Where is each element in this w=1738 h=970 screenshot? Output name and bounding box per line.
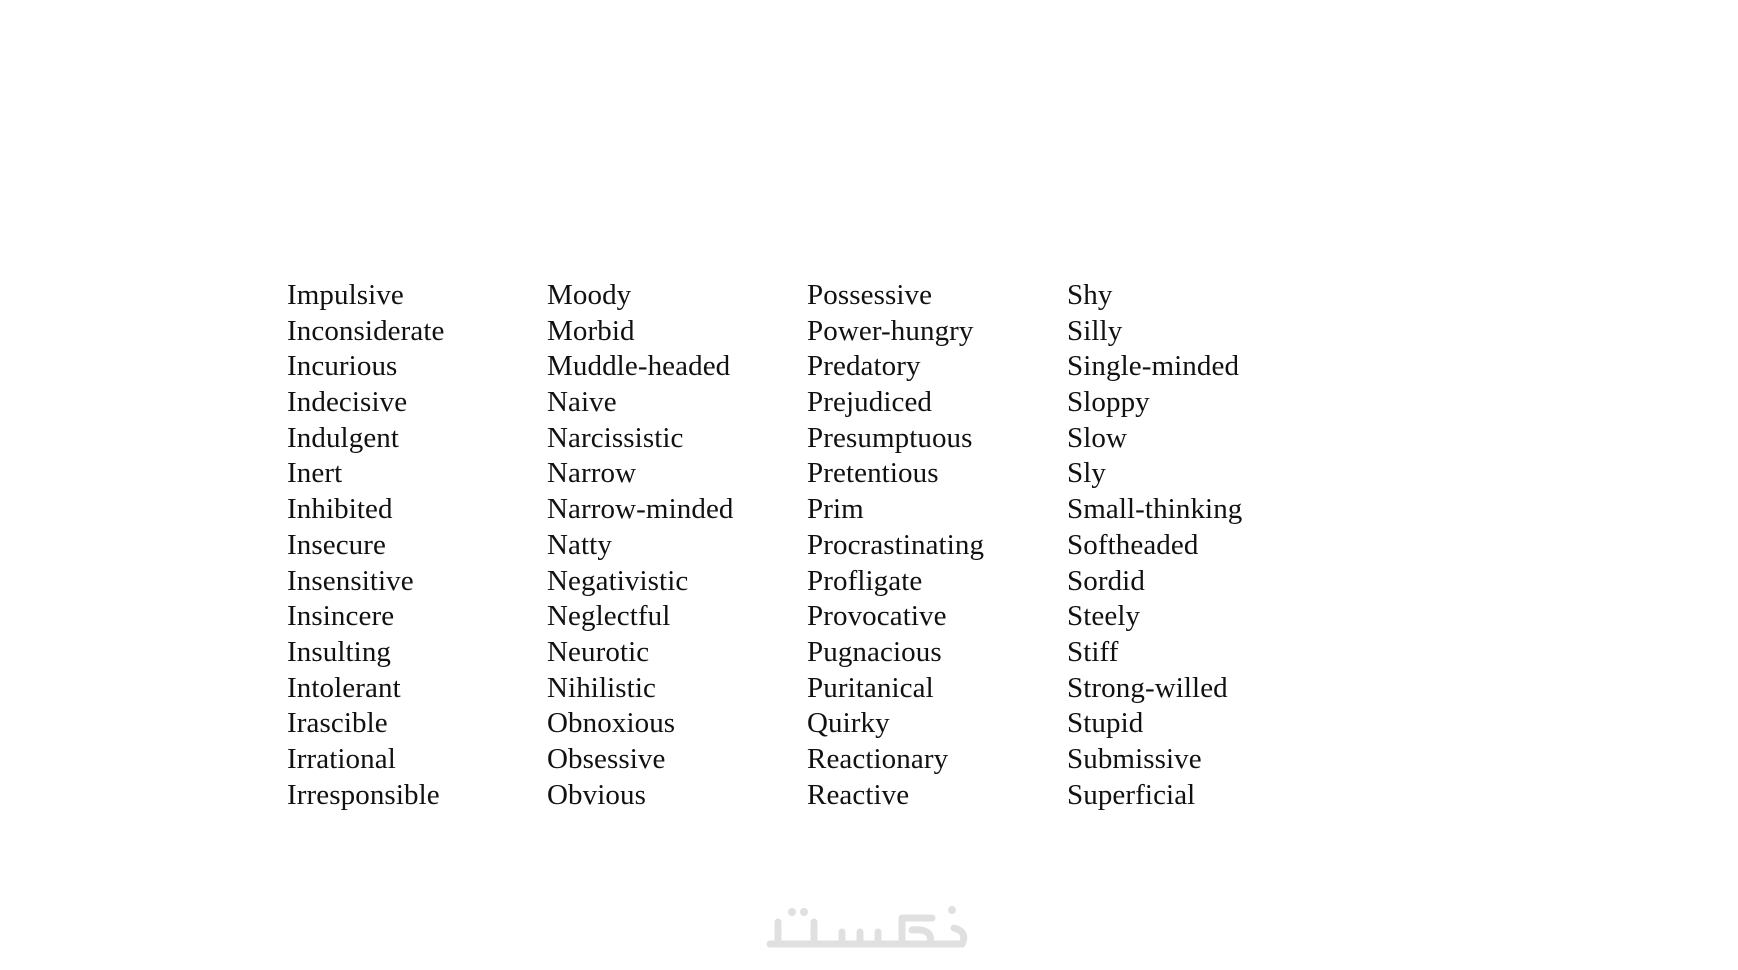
- word-item: Obnoxious: [547, 707, 676, 740]
- word-item: Slow: [1067, 421, 1128, 454]
- word-item: Pugnacious: [807, 635, 942, 668]
- word-item: Morbid: [547, 314, 635, 347]
- word-item: Provocative: [807, 600, 947, 633]
- word-item: Superficial: [1067, 778, 1196, 811]
- word-item: Sly: [1067, 457, 1106, 490]
- word-item: Procrastinating: [807, 528, 985, 561]
- word-item: Insecure: [287, 528, 387, 561]
- word-item: Intolerant: [287, 671, 401, 704]
- word-item: Single-minded: [1067, 350, 1240, 383]
- word-item: Strong-willed: [1067, 671, 1228, 704]
- word-item: Narcissistic: [547, 421, 684, 454]
- watermark-text: [762, 960, 763, 961]
- word-item: Insensitive: [287, 564, 414, 597]
- word-item: Indulgent: [287, 421, 400, 454]
- word-item: Inconsiderate: [287, 314, 445, 347]
- word-item: Inhibited: [287, 493, 393, 526]
- word-item: Natty: [547, 528, 612, 561]
- word-item: Presumptuous: [807, 421, 973, 454]
- word-item: Naive: [547, 386, 617, 419]
- word-item: Small-thinking: [1067, 493, 1243, 526]
- khamsat-watermark-logo: [762, 900, 978, 960]
- word-column-2: [547, 278, 807, 813]
- word-item: Power-hungry: [807, 314, 974, 347]
- word-item: Prim: [807, 493, 864, 526]
- word-item: Stiff: [1067, 635, 1119, 668]
- word-item: Sordid: [1067, 564, 1145, 597]
- word-column-4: [1067, 278, 1327, 813]
- word-item: Indecisive: [287, 386, 408, 419]
- word-item: Impulsive: [287, 279, 404, 311]
- word-item: Insincere: [287, 600, 395, 633]
- word-item: Irresponsible: [287, 778, 440, 811]
- word-item: Puritanical: [807, 671, 934, 704]
- word-item: Insulting: [287, 635, 392, 668]
- word-item: Softheaded: [1067, 528, 1199, 561]
- word-item: Pretentious: [807, 457, 939, 490]
- word-item: Nihilistic: [547, 671, 656, 704]
- word-item: Prejudiced: [807, 386, 933, 419]
- word-list-table: [287, 278, 1327, 813]
- word-item: Narrow: [547, 457, 637, 490]
- word-column-3: [807, 278, 1067, 813]
- word-item: Steely: [1067, 600, 1141, 633]
- word-item: Neglectful: [547, 600, 671, 633]
- word-item: Stupid: [1067, 707, 1144, 740]
- word-item: Moody: [547, 279, 632, 311]
- word-item: Shy: [1067, 279, 1113, 311]
- word-item: Profligate: [807, 564, 923, 597]
- word-item: Irrational: [287, 742, 396, 775]
- word-item: Incurious: [287, 350, 398, 383]
- word-item: Obsessive: [547, 742, 666, 775]
- word-item: Predatory: [807, 350, 921, 383]
- watermark-logo-icon: [762, 900, 978, 960]
- word-item: Neurotic: [547, 635, 650, 668]
- word-item: Muddle-headed: [547, 350, 731, 383]
- word-item: Reactionary: [807, 742, 949, 775]
- word-item: Irascible: [287, 707, 388, 740]
- word-item: Possessive: [807, 279, 933, 311]
- word-item: Inert: [287, 457, 343, 490]
- word-item: Submissive: [1067, 742, 1202, 775]
- word-item: Silly: [1067, 314, 1123, 347]
- word-item: Sloppy: [1067, 386, 1150, 419]
- word-item: Narrow-minded: [547, 493, 734, 526]
- word-item: Negativistic: [547, 564, 689, 597]
- word-item: Reactive: [807, 778, 910, 811]
- word-column-1: [287, 278, 547, 813]
- word-item: Obvious: [547, 778, 646, 811]
- word-item: Quirky: [807, 707, 890, 740]
